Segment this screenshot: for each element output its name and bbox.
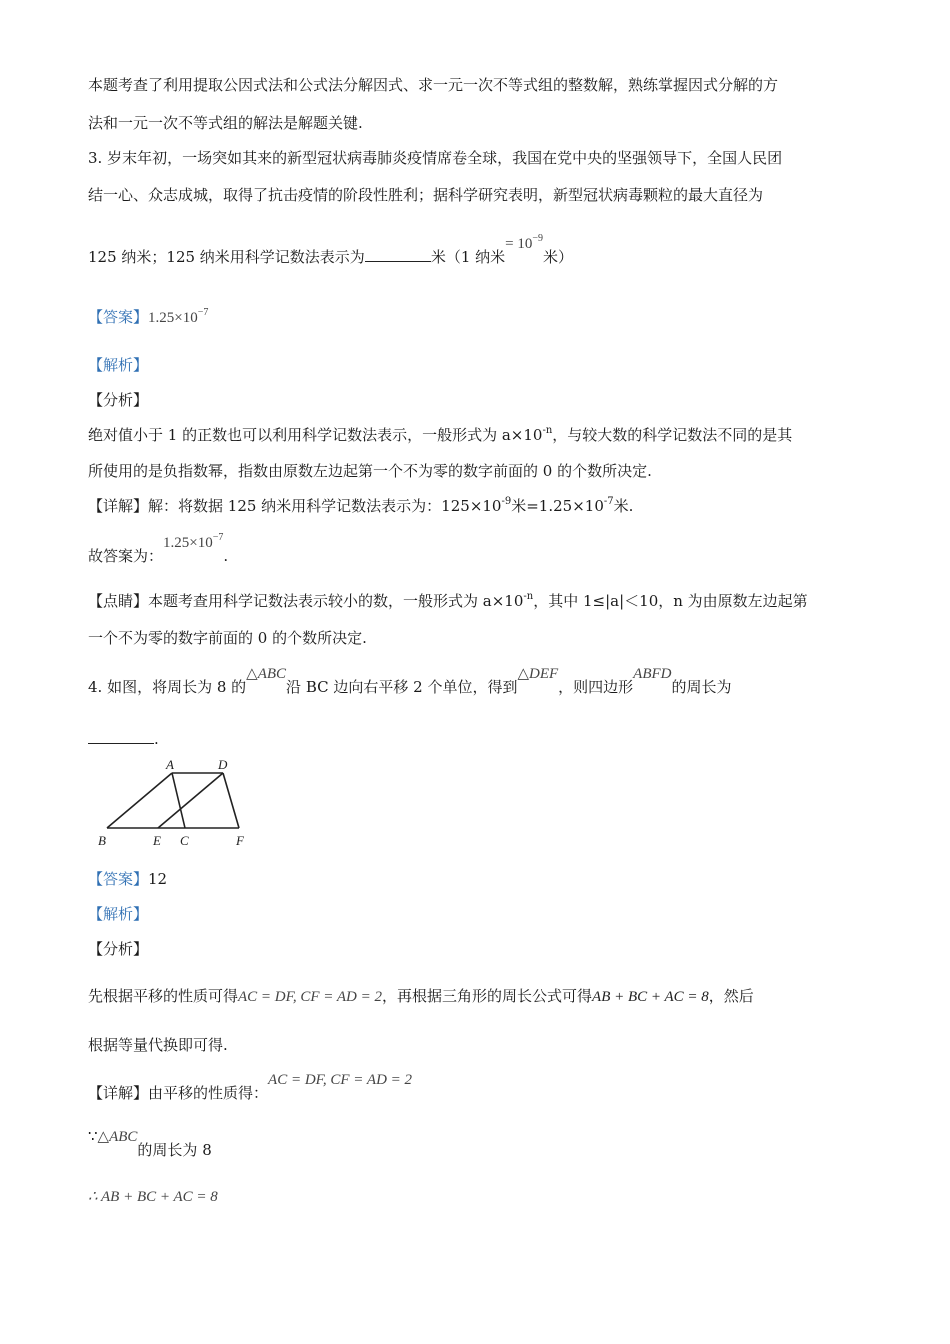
side-de [158, 773, 223, 828]
jiexi-tag: 【解析】 [88, 905, 149, 923]
q3-text-c: 米） [542, 248, 573, 266]
fenxi-tag: 【分析】 [88, 391, 149, 409]
quad-abfd: ABFD [633, 666, 672, 682]
q3-fenxi-text: 绝对值小于 1 的正数也可以利用科学记数法表示，一般形式为 $a\times 10^{-n}$，与较大数的科学记数法不同的是其 [88, 425, 793, 444]
side-ac [172, 773, 185, 828]
label-b: B [98, 833, 106, 848]
jiexi-tag: 【解析】 [88, 356, 149, 374]
q4-therefore: ∴ AB + BC + AC = 8 [88, 1189, 218, 1205]
q4-fenxi-text: 根据等量代换即可得. [88, 1036, 228, 1054]
label-e: E [153, 833, 161, 848]
label-d: D [218, 757, 228, 772]
q4-detail: 【详解】由平移的性质得：AC = DF, CF = AD = 2 [88, 1072, 413, 1102]
q3-text-a: 125 纳米；125 纳米用科学记数法表示为 [88, 248, 365, 266]
label-a: A [166, 757, 174, 772]
fenxi-math-1: AC = DF, CF = AD = 2 [238, 989, 383, 1005]
text-line: 法和一元一次不等式组的解法是解题关键. [88, 114, 363, 132]
nanometer-math: = $10^{-9}$ [505, 233, 543, 252]
q3-dianjing: 【点睛】本题考查用科学记数法表示较小的数，一般形式为 $a\times 10^{-n}$，其中 1≤|a|＜10，n 为由原数左边起第 [88, 591, 808, 610]
label-c: C [180, 833, 189, 848]
q4-fenxi-text: 先根据平移的性质可得AC = DF, CF = AD = 2，再根据三角形的周长公式可得AB + BC + AC = 8，然后 [88, 987, 754, 1005]
q4-because: ∵△ABC的周长为 8 [88, 1127, 212, 1159]
triangle-def: △DEF [517, 666, 559, 682]
answer-math: $1.25\times 10^{-7}$ [148, 307, 209, 326]
triangle-abc: △ABC [246, 666, 287, 682]
result-math: $1.25\times 10^{-7}$ [163, 532, 224, 551]
text-line: 本题考查了利用提取公因式法和公式法分解因式、求一元一次不等式组的整数解，熟练掌握因式分解的方 [88, 76, 779, 94]
label-f: F [236, 833, 244, 848]
q3-dianjing: 一个不为零的数字前面的 0 的个数所决定. [88, 629, 367, 647]
because-math: △ABC [97, 1129, 138, 1145]
q3-answer [88, 306, 208, 331]
question-3-text: 结一心、众志成城，取得了抗击疫情的阶段性胜利；据科学研究表明，新型冠状病毒颗粒的最大直径为 [88, 186, 764, 204]
q3-result: 故答案为：$1.25\times 10^{-7}$. [88, 532, 229, 565]
fenxi-math-2: AB + BC + AC = 8 [592, 989, 709, 1005]
answer-blank [365, 247, 431, 262]
answer-tag: 【答案】 [88, 870, 149, 888]
q4-answer: 【答案】12 [88, 870, 168, 888]
question-4-blank: . [88, 728, 159, 750]
answer-tag: 【答案】 [88, 308, 149, 326]
q3-text-b: 米（1 纳米 [430, 248, 506, 266]
side-df [223, 773, 239, 828]
question-4-text: 4. 如图，将周长为 8 的△ABC沿 BC 边向右平移 2 个单位，得到△DEF，则四边形ABFD的周长为 [88, 666, 732, 696]
answer-blank [88, 729, 154, 744]
side-ab [107, 773, 172, 828]
question-3-text: 3. 岁末年初，一场突如其来的新型冠状病毒肺炎疫情席卷全球，我国在党中央的坚强领导下，全国人民团 [88, 149, 783, 167]
q3-detail: 【详解】解：将数据 125 纳米用科学记数法表示为：$125\times 10^{-9}$米$=1.25\times 10^{-7}$米. [88, 496, 634, 515]
translation-figure [90, 755, 260, 855]
q3-fenxi-text: 所使用的是负指数幂，指数由原数左边起第一个不为零的数字前面的 0 的个数所决定. [88, 462, 652, 480]
fenxi-tag: 【分析】 [88, 940, 149, 958]
detail-math: AC = DF, CF = AD = 2 [268, 1072, 413, 1088]
question-3-text [88, 233, 573, 271]
